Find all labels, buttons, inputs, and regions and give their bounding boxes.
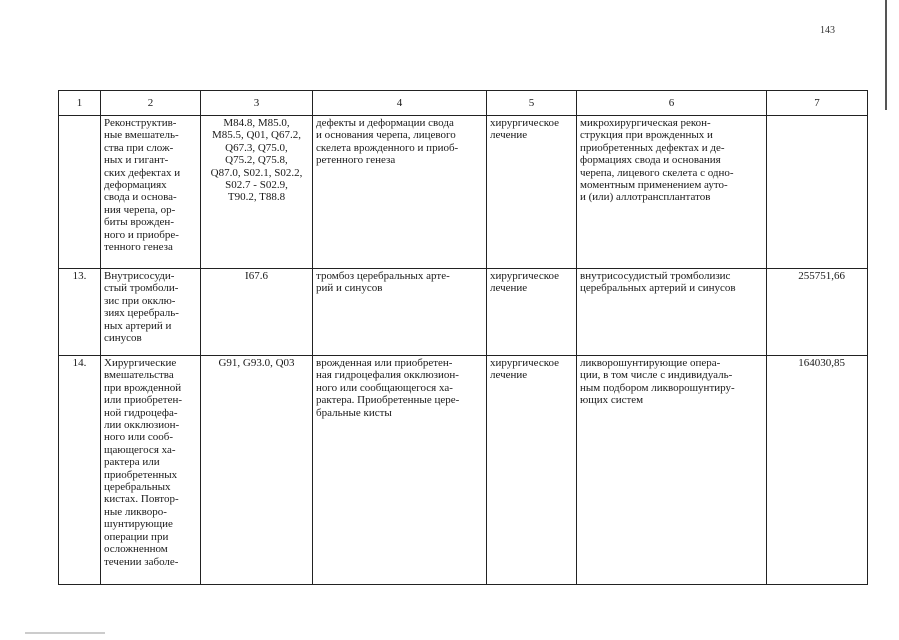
- name-line: деформациях: [104, 179, 167, 192]
- name-line: церебральных: [104, 481, 171, 494]
- column-number-row: [59, 91, 868, 116]
- treatment-line: лечение: [490, 282, 528, 295]
- method-line: струкция при врожденных и: [580, 129, 713, 142]
- name-line: лии окклюзион-: [104, 419, 180, 432]
- column-number: 5: [487, 91, 577, 116]
- codes-line: Q87.0, S02.1, S02.2,: [210, 166, 303, 179]
- row-number-cell: 14.: [59, 356, 101, 585]
- codes-line: M85.5, Q01, Q67.2,: [212, 129, 301, 142]
- name-line: щающегося ха-: [104, 443, 176, 456]
- name-line: Внутрисосуди-: [104, 270, 175, 282]
- name-line: ного и приобре-: [104, 228, 179, 241]
- model-line: врожденная или приобретен-: [316, 357, 453, 369]
- care-type-cell: [101, 269, 201, 356]
- care-type-cell: [101, 356, 201, 585]
- name-line: операции при: [104, 530, 169, 543]
- name-line: Реконструктив-: [104, 117, 177, 129]
- care-type-cell: [101, 116, 201, 269]
- column-number: 6: [577, 91, 767, 116]
- codes-line: G91, G93.0, Q03: [218, 357, 295, 369]
- patient-model-cell: [313, 116, 487, 269]
- name-line: рактера или: [104, 456, 160, 469]
- treatment-method-cell: [577, 356, 767, 585]
- page-number: 143: [820, 25, 835, 36]
- name-line: зиях церебраль-: [104, 307, 179, 320]
- name-line: ства при слож-: [104, 141, 174, 154]
- treatment-line: лечение: [490, 369, 528, 382]
- table-row: [59, 116, 868, 269]
- model-line: ного или сообщающегося ха-: [316, 381, 453, 394]
- treatment-line: лечение: [490, 129, 528, 142]
- name-line: ные вмешатель-: [104, 129, 179, 142]
- patient-model-cell: [313, 356, 487, 585]
- model-line: рий и синусов: [316, 282, 383, 295]
- model-line: скелета врожденного и приоб-: [316, 141, 459, 154]
- method-line: церебральных артерий и синусов: [580, 282, 736, 295]
- method-line: ликворошунтирующие опера-: [580, 357, 721, 369]
- treatment-type-cell: [487, 116, 577, 269]
- column-number: 4: [313, 91, 487, 116]
- name-line: приобретенных: [104, 468, 178, 481]
- codes-line: S02.7 - S02.9,: [225, 179, 288, 192]
- model-line: ная гидроцефалия окклюзион-: [316, 369, 459, 382]
- method-line: черепа, лицевого скелета с одно-: [580, 166, 734, 179]
- codes-line: Q75.2, Q75.8,: [225, 154, 288, 167]
- treatment-line: хирургическое: [490, 357, 560, 369]
- name-line: вмешательства: [104, 369, 174, 382]
- name-line: осложненном: [104, 543, 168, 556]
- treatment-method-cell: [577, 116, 767, 269]
- model-line: тромбоз церебральных арте-: [316, 270, 450, 282]
- row-number-cell: 13.: [59, 269, 101, 356]
- codes-line: Q67.3, Q75.0,: [225, 141, 288, 154]
- name-line: или приобретен-: [104, 394, 183, 407]
- name-line: биты врожден-: [104, 216, 174, 229]
- codes-line: I67.6: [245, 270, 268, 282]
- method-line: моментным применением ауто-: [580, 179, 728, 192]
- name-line: тенного генеза: [104, 241, 173, 254]
- method-line: микрохирургическая рекон-: [580, 117, 711, 129]
- name-line: стый тромболи-: [104, 282, 179, 295]
- name-line: шунтирующие: [104, 518, 173, 531]
- medical-care-table: [58, 90, 868, 585]
- treatment-line: хирургическое: [490, 270, 560, 282]
- icd-codes-cell: [201, 356, 313, 585]
- model-line: бральные кисты: [316, 406, 392, 419]
- table-row: [59, 356, 868, 585]
- icd-codes-cell: [201, 269, 313, 356]
- method-line: ции, в том числе с индивидуаль-: [580, 369, 733, 382]
- patient-model-cell: [313, 269, 487, 356]
- column-number: 1: [59, 91, 101, 116]
- name-line: синусов: [104, 332, 142, 345]
- name-line: свода и основа-: [104, 191, 177, 204]
- method-line: ным подбором ликворошунтиру-: [580, 381, 735, 394]
- treatment-method-cell: [577, 269, 767, 356]
- model-line: дефекты и деформации свода: [316, 117, 454, 129]
- method-line: приобретенных дефектах и де-: [580, 141, 725, 154]
- cost-cell: 255751,66: [767, 269, 868, 356]
- name-line: ных и гигант-: [104, 154, 169, 167]
- name-line: ные ликворо-: [104, 505, 167, 518]
- column-number: 3: [201, 91, 313, 116]
- treatment-type-cell: [487, 269, 577, 356]
- name-line: кистах. Повтор-: [104, 493, 179, 506]
- treatment-line: хирургическое: [490, 117, 560, 129]
- name-line: Хирургические: [104, 357, 177, 369]
- name-line: ного или сооб-: [104, 431, 174, 444]
- icd-codes-cell: [201, 116, 313, 269]
- scan-edge-mark: [885, 0, 887, 110]
- method-line: формациях свода и основания: [580, 154, 721, 167]
- codes-line: M84.8, M85.0,: [223, 117, 290, 129]
- codes-line: T90.2, T88.8: [227, 191, 286, 204]
- model-line: рактера. Приобретенные цере-: [316, 394, 460, 407]
- column-number: 2: [101, 91, 201, 116]
- model-line: ретенного генеза: [316, 154, 396, 167]
- name-line: при врожденной: [104, 381, 182, 394]
- name-line: зис при окклю-: [104, 294, 176, 307]
- model-line: и основания черепа, лицевого: [316, 129, 456, 142]
- method-line: и (или) аллотрансплантатов: [580, 191, 711, 204]
- name-line: ных артерий и: [104, 319, 172, 332]
- row-number-cell: [59, 116, 101, 269]
- name-line: ских дефектах и: [104, 166, 181, 179]
- treatment-type-cell: [487, 356, 577, 585]
- scan-smudge: [25, 632, 105, 634]
- method-line: внутрисосудистый тромболизис: [580, 270, 731, 282]
- cost-cell: 164030,85: [767, 356, 868, 585]
- name-line: ния черепа, ор-: [104, 203, 176, 216]
- table-row: [59, 269, 868, 356]
- name-line: ной гидроцефа-: [104, 406, 178, 419]
- cost-cell: [767, 116, 868, 269]
- column-number: 7: [767, 91, 868, 116]
- method-line: ющих систем: [580, 394, 644, 407]
- name-line: течении заболе-: [104, 555, 179, 568]
